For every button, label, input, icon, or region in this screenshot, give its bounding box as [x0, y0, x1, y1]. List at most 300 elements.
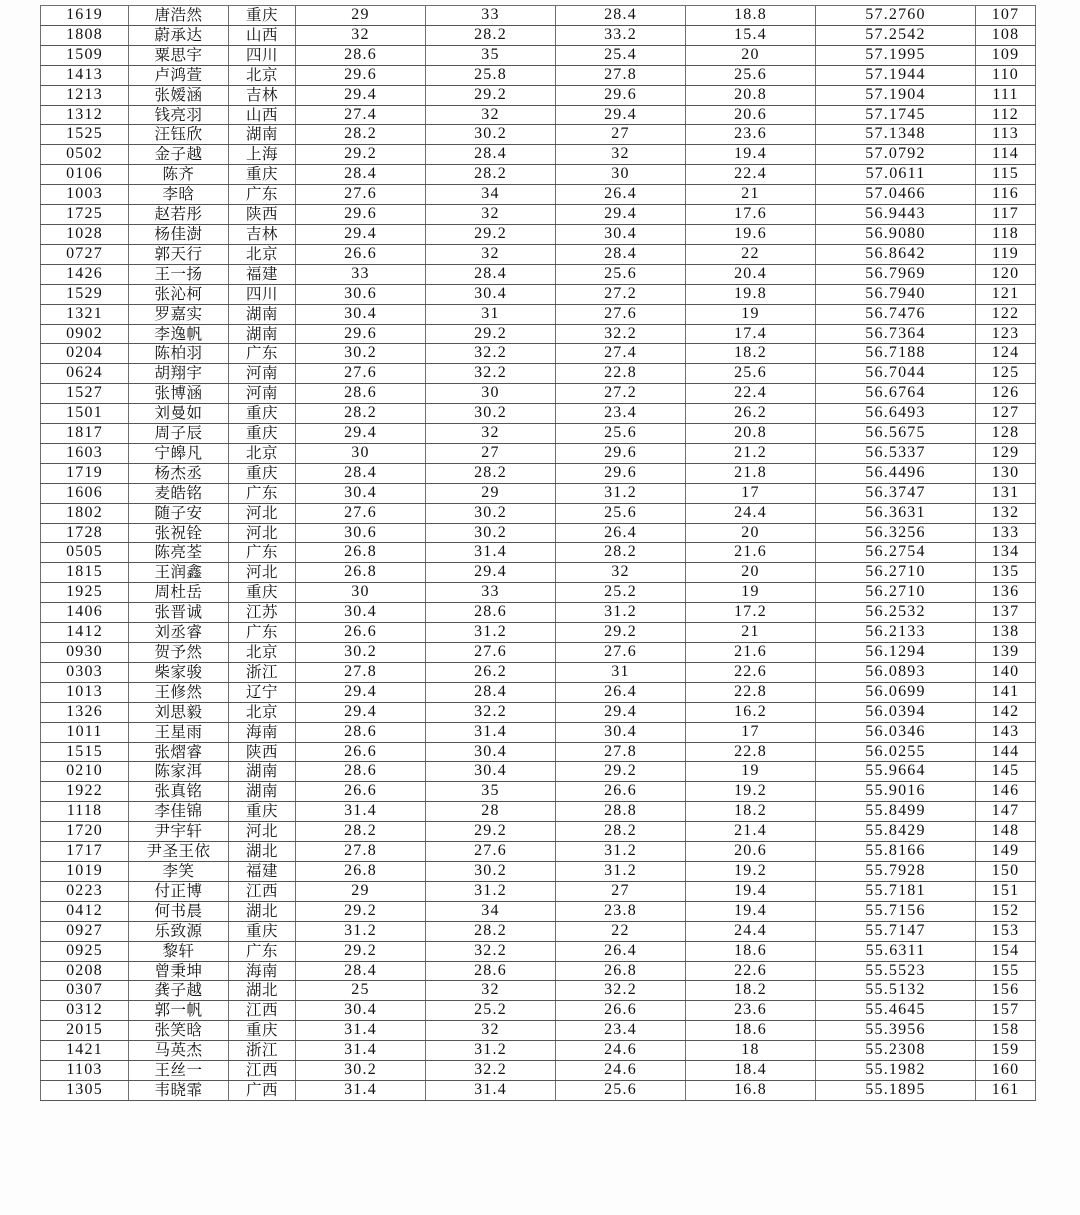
cell-region: 河北: [229, 563, 296, 583]
table-row: [41, 543, 1036, 563]
table-row: [41, 822, 1036, 842]
cell-name: 刘曼如: [129, 404, 229, 424]
table-row: [41, 205, 1036, 225]
cell-rank: 120: [976, 264, 1036, 284]
cell-score3: 29.2: [556, 762, 686, 782]
cell-region: 广东: [229, 185, 296, 205]
cell-id: 1515: [41, 742, 129, 762]
cell-region: 河北: [229, 822, 296, 842]
cell-id: 0930: [41, 643, 129, 663]
cell-score2: 28.2: [426, 921, 556, 941]
cell-score2: 31.2: [426, 881, 556, 901]
cell-score2: 31.4: [426, 1080, 556, 1100]
cell-score1: 32: [296, 25, 426, 45]
cell-region: 山西: [229, 105, 296, 125]
cell-score1: 30.4: [296, 304, 426, 324]
cell-id: 0412: [41, 901, 129, 921]
cell-score1: 29.6: [296, 205, 426, 225]
cell-score2: 29.2: [426, 324, 556, 344]
cell-score2: 25.2: [426, 1001, 556, 1021]
table-row: [41, 603, 1036, 623]
cell-total: 56.2710: [816, 563, 976, 583]
cell-rank: 117: [976, 205, 1036, 225]
cell-name: 何书晨: [129, 901, 229, 921]
cell-id: 0204: [41, 344, 129, 364]
cell-total: 56.0699: [816, 682, 976, 702]
table-row: [41, 682, 1036, 702]
cell-score4: 19.4: [686, 901, 816, 921]
cell-id: 1028: [41, 224, 129, 244]
cell-id: 1312: [41, 105, 129, 125]
table-row: [41, 364, 1036, 384]
cell-score4: 20.6: [686, 842, 816, 862]
cell-total: 56.7188: [816, 344, 976, 364]
cell-name: 汪钰欣: [129, 125, 229, 145]
cell-score1: 27.8: [296, 842, 426, 862]
cell-region: 重庆: [229, 6, 296, 26]
cell-score4: 17: [686, 722, 816, 742]
cell-score4: 17.6: [686, 205, 816, 225]
cell-name: 张笑晗: [129, 1021, 229, 1041]
cell-score3: 27.8: [556, 65, 686, 85]
cell-score4: 19: [686, 762, 816, 782]
cell-id: 1321: [41, 304, 129, 324]
table-row: [41, 1080, 1036, 1100]
cell-score2: 33: [426, 6, 556, 26]
cell-total: 57.1944: [816, 65, 976, 85]
cell-id: 1922: [41, 782, 129, 802]
cell-score3: 26.6: [556, 782, 686, 802]
cell-score2: 32.2: [426, 941, 556, 961]
cell-score2: 32.2: [426, 364, 556, 384]
cell-score1: 30.2: [296, 643, 426, 663]
cell-region: 湖南: [229, 125, 296, 145]
cell-id: 0502: [41, 145, 129, 165]
cell-name: 刘丞睿: [129, 623, 229, 643]
cell-score3: 27.8: [556, 742, 686, 762]
cell-region: 重庆: [229, 463, 296, 483]
table-row: [41, 523, 1036, 543]
cell-score3: 25.6: [556, 424, 686, 444]
cell-score2: 35: [426, 782, 556, 802]
table-row: [41, 45, 1036, 65]
cell-id: 1406: [41, 603, 129, 623]
cell-score3: 27: [556, 881, 686, 901]
cell-name: 周杜岳: [129, 583, 229, 603]
cell-score4: 19.6: [686, 224, 816, 244]
cell-total: 57.2760: [816, 6, 976, 26]
cell-score3: 28.4: [556, 244, 686, 264]
cell-score3: 23.4: [556, 404, 686, 424]
cell-score1: 29: [296, 6, 426, 26]
cell-id: 1802: [41, 503, 129, 523]
cell-id: 1527: [41, 384, 129, 404]
cell-rank: 143: [976, 722, 1036, 742]
cell-score2: 30.2: [426, 503, 556, 523]
cell-score2: 34: [426, 185, 556, 205]
table-row: [41, 861, 1036, 881]
cell-name: 李笑: [129, 861, 229, 881]
cell-score2: 29.4: [426, 563, 556, 583]
cell-rank: 115: [976, 165, 1036, 185]
cell-score4: 23.6: [686, 1001, 816, 1021]
cell-score1: 28.2: [296, 125, 426, 145]
table-row: [41, 583, 1036, 603]
cell-score2: 32: [426, 244, 556, 264]
cell-total: 57.1995: [816, 45, 976, 65]
cell-rank: 142: [976, 702, 1036, 722]
cell-total: 56.7940: [816, 284, 976, 304]
cell-score3: 28.8: [556, 802, 686, 822]
cell-score4: 24.4: [686, 503, 816, 523]
cell-name: 麦皓铭: [129, 483, 229, 503]
cell-score4: 20: [686, 523, 816, 543]
cell-id: 0106: [41, 165, 129, 185]
cell-score2: 32: [426, 424, 556, 444]
table-row: [41, 702, 1036, 722]
cell-score3: 23.8: [556, 901, 686, 921]
cell-total: 55.4645: [816, 1001, 976, 1021]
cell-name: 王修然: [129, 682, 229, 702]
cell-score3: 31.2: [556, 861, 686, 881]
cell-score4: 22.6: [686, 662, 816, 682]
cell-score1: 27.6: [296, 364, 426, 384]
cell-score3: 22: [556, 921, 686, 941]
cell-score2: 30.2: [426, 125, 556, 145]
cell-region: 四川: [229, 284, 296, 304]
cell-score3: 33.2: [556, 25, 686, 45]
cell-score1: 28.4: [296, 961, 426, 981]
cell-region: 河北: [229, 523, 296, 543]
cell-total: 55.5132: [816, 981, 976, 1001]
cell-id: 1925: [41, 583, 129, 603]
cell-region: 四川: [229, 45, 296, 65]
cell-rank: 156: [976, 981, 1036, 1001]
cell-id: 1103: [41, 1061, 129, 1081]
cell-score1: 29.4: [296, 224, 426, 244]
cell-score1: 28.2: [296, 404, 426, 424]
cell-score4: 18: [686, 1041, 816, 1061]
cell-total: 56.5675: [816, 424, 976, 444]
table-row: [41, 125, 1036, 145]
cell-total: 55.9016: [816, 782, 976, 802]
table-row: [41, 344, 1036, 364]
cell-id: 1619: [41, 6, 129, 26]
cell-score4: 23.6: [686, 125, 816, 145]
cell-id: 1725: [41, 205, 129, 225]
cell-name: 卢鸿萱: [129, 65, 229, 85]
cell-score1: 28.6: [296, 722, 426, 742]
cell-name: 张祝铨: [129, 523, 229, 543]
cell-region: 河南: [229, 384, 296, 404]
table-row: [41, 284, 1036, 304]
cell-name: 尹圣王依: [129, 842, 229, 862]
cell-score2: 30.2: [426, 861, 556, 881]
cell-region: 福建: [229, 264, 296, 284]
cell-rank: 130: [976, 463, 1036, 483]
cell-id: 1426: [41, 264, 129, 284]
cell-rank: 139: [976, 643, 1036, 663]
cell-score4: 17.4: [686, 324, 816, 344]
cell-score4: 16.2: [686, 702, 816, 722]
cell-total: 56.1294: [816, 643, 976, 663]
table-row: [41, 842, 1036, 862]
cell-score1: 28.4: [296, 463, 426, 483]
cell-id: 1326: [41, 702, 129, 722]
cell-score4: 22.4: [686, 165, 816, 185]
cell-score2: 28.6: [426, 603, 556, 623]
cell-total: 55.8499: [816, 802, 976, 822]
cell-total: 55.1982: [816, 1061, 976, 1081]
table-row: [41, 961, 1036, 981]
table-row: [41, 662, 1036, 682]
cell-total: 56.0255: [816, 742, 976, 762]
cell-score1: 30.4: [296, 1001, 426, 1021]
cell-score3: 25.4: [556, 45, 686, 65]
cell-score1: 28.2: [296, 822, 426, 842]
scores-table-body: [41, 6, 1036, 1101]
cell-rank: 109: [976, 45, 1036, 65]
cell-region: 湖南: [229, 324, 296, 344]
cell-total: 56.8642: [816, 244, 976, 264]
cell-name: 马英杰: [129, 1041, 229, 1061]
cell-rank: 157: [976, 1001, 1036, 1021]
cell-rank: 141: [976, 682, 1036, 702]
cell-total: 55.1895: [816, 1080, 976, 1100]
table-row: [41, 304, 1036, 324]
cell-total: 55.9664: [816, 762, 976, 782]
cell-score3: 31.2: [556, 842, 686, 862]
table-row: [41, 643, 1036, 663]
table-row: [41, 623, 1036, 643]
cell-score3: 24.6: [556, 1041, 686, 1061]
cell-score1: 27.4: [296, 105, 426, 125]
cell-score4: 22.4: [686, 384, 816, 404]
cell-score1: 26.6: [296, 742, 426, 762]
cell-score1: 30.2: [296, 344, 426, 364]
cell-rank: 123: [976, 324, 1036, 344]
cell-name: 李逸帆: [129, 324, 229, 344]
cell-region: 湖南: [229, 304, 296, 324]
cell-score4: 22.8: [686, 742, 816, 762]
cell-score2: 31.2: [426, 1041, 556, 1061]
cell-name: 王星雨: [129, 722, 229, 742]
cell-rank: 137: [976, 603, 1036, 623]
cell-name: 周子辰: [129, 424, 229, 444]
cell-score3: 25.6: [556, 503, 686, 523]
cell-score3: 25.6: [556, 264, 686, 284]
cell-score1: 30.6: [296, 523, 426, 543]
cell-score3: 30: [556, 165, 686, 185]
table-row: [41, 244, 1036, 264]
table-row: [41, 483, 1036, 503]
cell-score3: 32.2: [556, 324, 686, 344]
cell-name: 宁皞凡: [129, 443, 229, 463]
cell-name: 杨杰丞: [129, 463, 229, 483]
cell-score1: 26.8: [296, 861, 426, 881]
cell-score1: 30.4: [296, 483, 426, 503]
cell-region: 河南: [229, 364, 296, 384]
cell-score2: 30.4: [426, 742, 556, 762]
cell-score3: 28.4: [556, 6, 686, 26]
cell-total: 56.4496: [816, 463, 976, 483]
cell-rank: 148: [976, 822, 1036, 842]
cell-region: 重庆: [229, 1021, 296, 1041]
cell-total: 56.6764: [816, 384, 976, 404]
cell-id: 0902: [41, 324, 129, 344]
cell-score3: 27.6: [556, 643, 686, 663]
cell-name: 张真铭: [129, 782, 229, 802]
cell-total: 55.6311: [816, 941, 976, 961]
cell-id: 1717: [41, 842, 129, 862]
cell-name: 陈柏羽: [129, 344, 229, 364]
cell-rank: 147: [976, 802, 1036, 822]
cell-total: 56.9080: [816, 224, 976, 244]
cell-name: 随子安: [129, 503, 229, 523]
cell-region: 福建: [229, 861, 296, 881]
cell-score1: 26.8: [296, 543, 426, 563]
cell-score1: 29.4: [296, 702, 426, 722]
cell-id: 1011: [41, 722, 129, 742]
cell-region: 浙江: [229, 1041, 296, 1061]
table-row: [41, 424, 1036, 444]
cell-score4: 20: [686, 563, 816, 583]
cell-name: 李晗: [129, 185, 229, 205]
cell-score4: 20.6: [686, 105, 816, 125]
cell-score4: 21.8: [686, 463, 816, 483]
cell-score1: 30: [296, 583, 426, 603]
cell-rank: 112: [976, 105, 1036, 125]
cell-score2: 31.4: [426, 543, 556, 563]
table-row: [41, 404, 1036, 424]
cell-id: 0303: [41, 662, 129, 682]
cell-name: 王润鑫: [129, 563, 229, 583]
cell-total: 55.3956: [816, 1021, 976, 1041]
scores-ranking-table: [40, 5, 1036, 1101]
cell-name: 尹宇轩: [129, 822, 229, 842]
cell-score3: 27.4: [556, 344, 686, 364]
cell-rank: 108: [976, 25, 1036, 45]
cell-name: 付正博: [129, 881, 229, 901]
cell-name: 曾秉坤: [129, 961, 229, 981]
cell-total: 56.3256: [816, 523, 976, 543]
cell-name: 陈齐: [129, 165, 229, 185]
cell-score4: 19.4: [686, 145, 816, 165]
cell-id: 0727: [41, 244, 129, 264]
cell-score3: 29.2: [556, 623, 686, 643]
cell-score2: 30.2: [426, 404, 556, 424]
cell-score1: 29.4: [296, 424, 426, 444]
cell-name: 罗嘉实: [129, 304, 229, 324]
cell-region: 陕西: [229, 742, 296, 762]
table-row: [41, 1041, 1036, 1061]
cell-region: 海南: [229, 722, 296, 742]
cell-id: 1305: [41, 1080, 129, 1100]
cell-score4: 21.6: [686, 543, 816, 563]
cell-score4: 21.4: [686, 822, 816, 842]
cell-region: 辽宁: [229, 682, 296, 702]
cell-score4: 18.4: [686, 1061, 816, 1081]
cell-name: 金子越: [129, 145, 229, 165]
cell-score4: 18.2: [686, 802, 816, 822]
cell-name: 韦晓霏: [129, 1080, 229, 1100]
cell-name: 黎轩: [129, 941, 229, 961]
table-row: [41, 264, 1036, 284]
cell-score1: 29.4: [296, 85, 426, 105]
table-row: [41, 25, 1036, 45]
cell-id: 1808: [41, 25, 129, 45]
table-row: [41, 1061, 1036, 1081]
table-row: [41, 224, 1036, 244]
cell-score3: 26.6: [556, 1001, 686, 1021]
cell-rank: 116: [976, 185, 1036, 205]
cell-region: 广东: [229, 623, 296, 643]
cell-score1: 27.8: [296, 662, 426, 682]
cell-id: 0624: [41, 364, 129, 384]
cell-score4: 19.2: [686, 782, 816, 802]
cell-rank: 154: [976, 941, 1036, 961]
cell-id: 1525: [41, 125, 129, 145]
cell-id: 0223: [41, 881, 129, 901]
cell-region: 江西: [229, 1001, 296, 1021]
cell-id: 1019: [41, 861, 129, 881]
cell-score2: 28.6: [426, 961, 556, 981]
cell-region: 广东: [229, 941, 296, 961]
cell-total: 55.7928: [816, 861, 976, 881]
cell-total: 56.3631: [816, 503, 976, 523]
cell-score3: 23.4: [556, 1021, 686, 1041]
cell-region: 重庆: [229, 921, 296, 941]
cell-name: 胡翔宇: [129, 364, 229, 384]
cell-region: 北京: [229, 702, 296, 722]
cell-score1: 27.6: [296, 503, 426, 523]
cell-name: 粟思宇: [129, 45, 229, 65]
cell-score2: 32.2: [426, 702, 556, 722]
cell-id: 1118: [41, 802, 129, 822]
cell-region: 湖北: [229, 981, 296, 1001]
cell-score1: 30.2: [296, 1061, 426, 1081]
cell-name: 张熠睿: [129, 742, 229, 762]
cell-score2: 30: [426, 384, 556, 404]
cell-total: 55.2308: [816, 1041, 976, 1061]
cell-id: 0925: [41, 941, 129, 961]
cell-id: 1501: [41, 404, 129, 424]
cell-score4: 20.8: [686, 424, 816, 444]
cell-total: 57.0466: [816, 185, 976, 205]
table-row: [41, 85, 1036, 105]
cell-rank: 150: [976, 861, 1036, 881]
cell-score2: 27.6: [426, 643, 556, 663]
cell-score2: 28.4: [426, 145, 556, 165]
cell-score4: 26.2: [686, 404, 816, 424]
cell-score3: 25.6: [556, 1080, 686, 1100]
cell-score2: 33: [426, 583, 556, 603]
cell-total: 57.1348: [816, 125, 976, 145]
table-row: [41, 881, 1036, 901]
cell-rank: 155: [976, 961, 1036, 981]
cell-rank: 153: [976, 921, 1036, 941]
cell-name: 蔚承达: [129, 25, 229, 45]
cell-score2: 34: [426, 901, 556, 921]
cell-score3: 32: [556, 563, 686, 583]
cell-rank: 121: [976, 284, 1036, 304]
cell-score4: 21.6: [686, 643, 816, 663]
cell-score3: 31.2: [556, 483, 686, 503]
cell-total: 56.7476: [816, 304, 976, 324]
cell-total: 55.7147: [816, 921, 976, 941]
cell-region: 浙江: [229, 662, 296, 682]
cell-region: 重庆: [229, 404, 296, 424]
